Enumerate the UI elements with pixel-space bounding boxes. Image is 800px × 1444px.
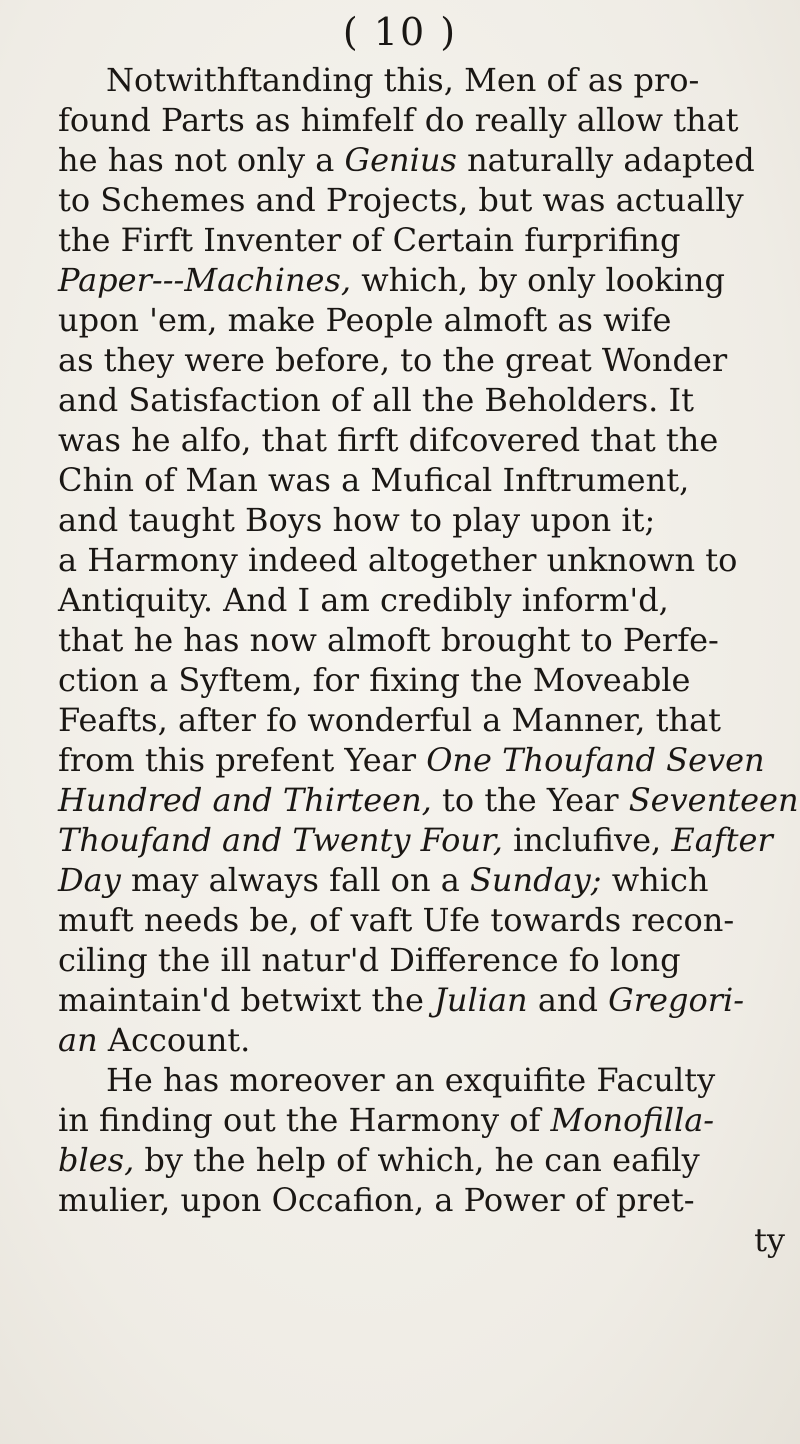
text-segment: naturally adapted bbox=[456, 141, 755, 179]
text-segment: Feafts, after fo wonderful a Manner, that bbox=[58, 701, 722, 739]
text-segment: the Firft Inventer of Certain furprifing bbox=[58, 221, 681, 259]
italic-segment: Sunday; bbox=[469, 861, 602, 899]
text-segment: and Satisfaction of all the Beholders. It bbox=[58, 381, 694, 419]
text-line bbox=[58, 340, 800, 380]
text-segment: Chin of Man was a Mufical Inftrument, bbox=[58, 461, 690, 499]
text-segment: mulier, upon Occafion, a Power of pret- bbox=[58, 1181, 695, 1219]
text-segment: in finding out the Harmony of bbox=[58, 1101, 551, 1139]
italic-segment: Day bbox=[58, 861, 121, 899]
italic-segment: Monofilla- bbox=[550, 1101, 715, 1139]
text-segment: by the help of which, he can eafily bbox=[134, 1141, 700, 1179]
text-segment: a Harmony indeed altogether unknown to bbox=[58, 541, 738, 579]
text-segment: Notwithftanding this, Men of as pro- bbox=[106, 61, 700, 99]
text-segment: may always fall on a bbox=[120, 861, 470, 899]
text-line bbox=[58, 620, 800, 660]
text-segment: upon 'em, make People almoft as wife bbox=[58, 301, 672, 339]
text-line bbox=[58, 1020, 800, 1060]
text-line bbox=[58, 860, 800, 900]
text-line bbox=[58, 1180, 800, 1220]
text-segment: ciling the ill natur'd Difference fo long bbox=[58, 941, 681, 979]
text-line bbox=[58, 940, 800, 980]
italic-segment: Hundred and Thirteen, bbox=[58, 781, 432, 819]
text-segment: which bbox=[601, 861, 709, 899]
text-segment: was he alfo, that firft difcovered that the bbox=[58, 421, 719, 459]
italic-segment: Seventeen bbox=[628, 781, 799, 819]
catchword: ty bbox=[754, 1221, 785, 1259]
text-line bbox=[58, 500, 800, 540]
text-segment: found Parts as himfelf do really allow that bbox=[58, 101, 739, 139]
text-segment: He has moreover an exquifite Faculty bbox=[106, 1061, 716, 1099]
italic-segment: bles, bbox=[58, 1141, 135, 1179]
text-segment: Antiquity. And I am credibly inform'd, bbox=[58, 581, 669, 619]
text-line bbox=[58, 700, 800, 740]
body-text bbox=[58, 60, 800, 1260]
text-segment: from this prefent Year bbox=[58, 741, 427, 779]
text-line bbox=[58, 660, 800, 700]
text-line bbox=[58, 300, 800, 340]
italic-segment: Paper---Machines, bbox=[58, 261, 352, 299]
text-line bbox=[58, 980, 800, 1020]
text-line bbox=[58, 60, 800, 100]
text-segment: which, by only looking bbox=[351, 261, 725, 299]
text-segment: as they were before, to the great Wonder bbox=[58, 341, 728, 379]
text-line bbox=[58, 460, 800, 500]
text-line bbox=[58, 740, 800, 780]
italic-segment: Genius bbox=[344, 141, 457, 179]
text-line bbox=[58, 540, 800, 580]
text-line bbox=[58, 420, 800, 460]
text-segment: to Schemes and Projects, but was actually bbox=[58, 181, 744, 219]
text-segment: he has not only a bbox=[58, 141, 345, 179]
text-line bbox=[58, 220, 800, 260]
italic-segment: an bbox=[58, 1021, 98, 1059]
text-line bbox=[58, 1140, 800, 1180]
italic-segment: Thoufand and Twenty Four, bbox=[58, 821, 503, 859]
text-segment: and taught Boys how to play upon it; bbox=[58, 501, 656, 539]
text-line bbox=[58, 900, 800, 940]
text-segment: muft needs be, of vaft Ufe towards recon- bbox=[58, 901, 735, 939]
text-line bbox=[58, 100, 800, 140]
text-segment: inclufive, bbox=[502, 821, 672, 859]
italic-segment: One Thoufand Seven bbox=[426, 741, 765, 779]
text-segment: ction a Syftem, for fixing the Moveable bbox=[58, 661, 691, 699]
text-line bbox=[58, 1060, 800, 1100]
text-segment: maintain'd betwixt the bbox=[58, 981, 435, 1019]
italic-segment: Gregori- bbox=[608, 981, 745, 1019]
text-line bbox=[58, 140, 800, 180]
text-segment: to the Year bbox=[431, 781, 629, 819]
italic-segment: Julian bbox=[434, 981, 528, 1019]
text-line bbox=[58, 780, 800, 820]
text-line bbox=[58, 380, 800, 420]
text-line bbox=[58, 260, 800, 300]
text-line bbox=[58, 180, 800, 220]
text-line bbox=[58, 580, 800, 620]
text-segment: and bbox=[527, 981, 609, 1019]
italic-segment: Eafter bbox=[671, 821, 773, 859]
text-line bbox=[58, 820, 800, 860]
text-segment: Account. bbox=[97, 1021, 251, 1059]
text-segment: that he has now almoft brought to Perfe- bbox=[58, 621, 719, 659]
text-line bbox=[58, 1100, 800, 1140]
page-number: ( 10 ) bbox=[342, 10, 458, 54]
